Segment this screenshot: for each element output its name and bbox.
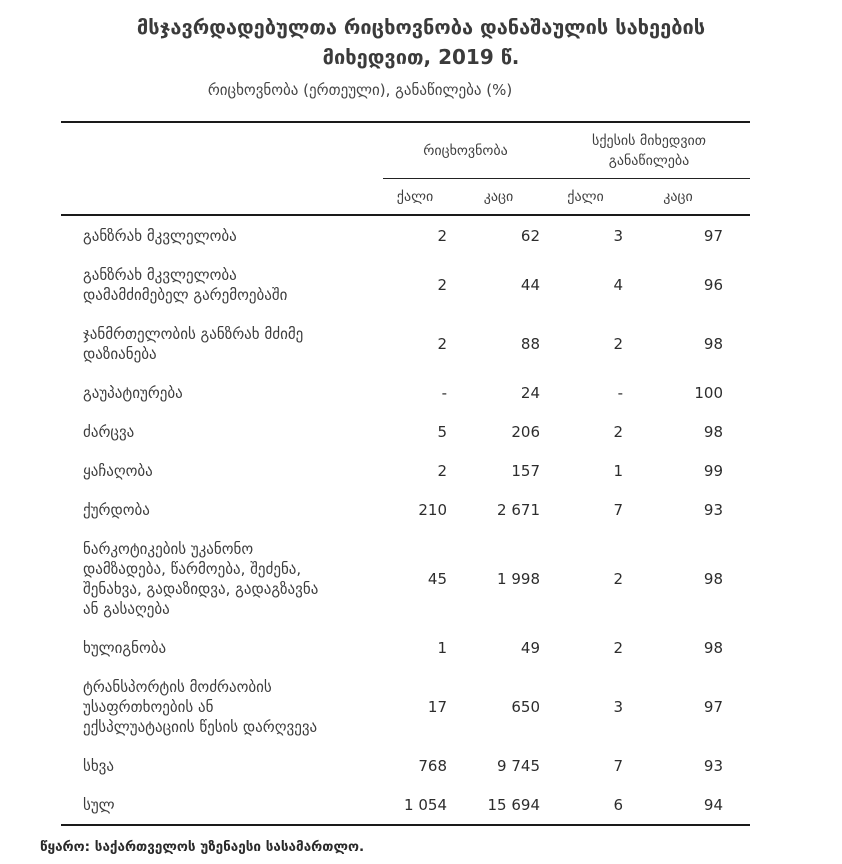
column-group-count	[383, 122, 548, 179]
row-label: განზრახ მკვლელობა	[83, 227, 237, 245]
row-label: ჯანმრთელობის განზრახ მძიმე დაზიანება	[83, 325, 304, 363]
cell-value: 15 694	[457, 785, 548, 825]
header-spacer-cell	[61, 122, 383, 179]
cell-value: 17	[427, 698, 447, 716]
page-subtitle: რიცხოვნობა (ერთეული), განაწილება (%)	[207, 81, 513, 99]
row-label: ქურდობა	[83, 501, 150, 519]
cell-value: 1	[437, 639, 447, 657]
cell-value: 2	[437, 335, 447, 353]
cell-value: -	[441, 384, 447, 402]
source-label: წყარო:	[40, 839, 91, 855]
cell-value: 44	[520, 276, 540, 294]
cell-value: 6	[548, 785, 633, 825]
table-row	[61, 314, 750, 373]
cell-value: -	[617, 384, 623, 402]
column-group-count-label: რიცხოვნობა	[423, 143, 508, 159]
cell-value: 94	[633, 785, 750, 825]
statistics-table	[61, 121, 750, 826]
table-body	[61, 215, 750, 825]
cell-value: 1 054	[383, 785, 457, 825]
cell-value: 2	[613, 423, 623, 441]
cell-value: 1	[613, 462, 623, 480]
column-group-row	[61, 122, 750, 179]
column-header-male-share: კაცი	[633, 179, 750, 216]
cell-value: 24	[520, 384, 540, 402]
cell-value: 7	[613, 757, 623, 775]
column-header-female-count: ქალი	[383, 179, 457, 216]
table-row	[61, 490, 750, 529]
row-label: განზრახ მკვლელობა დამამძიმებელ გარემოებაში	[83, 266, 288, 304]
cell-value: 157	[511, 462, 540, 480]
cell-value: 62	[520, 227, 540, 245]
cell-value: 97	[703, 227, 723, 245]
cell-value: 100	[694, 384, 723, 402]
row-label: სხვა	[83, 757, 114, 775]
page-title-line-1: მსჯავრდადებულთა რიცხოვნობა დანაშაულის სახეების	[136, 15, 706, 39]
row-label: ხულიგნობა	[83, 639, 167, 657]
cell-value: 2	[613, 335, 623, 353]
table-row	[61, 215, 750, 255]
table-header	[61, 122, 750, 215]
cell-value: 93	[703, 501, 723, 519]
cell-value: 2	[437, 276, 447, 294]
cell-value: 2 671	[497, 501, 540, 519]
source-note	[40, 839, 842, 855]
row-label: ნარკოტიკების უკანონო დამზადება, წარმოება, შეძენა, შენახვა, გადაზიდვა, გადაგზავნა ან გასაღება	[83, 540, 319, 618]
cell-value: 3	[613, 698, 623, 716]
cell-value: 98	[703, 423, 723, 441]
cell-value: 98	[703, 570, 723, 588]
cell-value: 45	[427, 570, 447, 588]
cell-value: 99	[703, 462, 723, 480]
table-row	[61, 373, 750, 412]
table-row	[61, 785, 750, 825]
cell-value: 98	[703, 335, 723, 353]
cell-value: 3	[613, 227, 623, 245]
row-label: ძარცვა	[83, 423, 135, 441]
cell-value: 2	[613, 570, 623, 588]
column-header-male-count: კაცი	[457, 179, 548, 216]
cell-value: 2	[613, 639, 623, 657]
cell-value: 7	[613, 501, 623, 519]
cell-value: 768	[418, 757, 447, 775]
table-row	[61, 746, 750, 785]
table-row	[61, 451, 750, 490]
cell-value: 4	[613, 276, 623, 294]
header-spacer-cell	[61, 179, 383, 216]
cell-value: 49	[520, 639, 540, 657]
cell-value: 206	[511, 423, 540, 441]
page-title-line-2: მიხედვით, 2019 წ.	[322, 45, 520, 69]
table-row	[61, 667, 750, 746]
row-label: სულ	[61, 785, 383, 825]
cell-value: 93	[703, 757, 723, 775]
column-group-sex-distribution	[548, 122, 750, 179]
cell-value: 88	[520, 335, 540, 353]
table-row	[61, 529, 750, 628]
cell-value: 9 745	[497, 757, 540, 775]
row-label: ყაჩაღობა	[83, 462, 153, 480]
cell-value: 210	[418, 501, 447, 519]
cell-value: 2	[437, 227, 447, 245]
cell-value: 1 998	[497, 570, 540, 588]
row-label: ტრანსპორტის მოძრაობის უსაფრთხოების ან ექსპლუატაციის წესის დარღვევა	[83, 678, 318, 736]
cell-value: 2	[437, 462, 447, 480]
table-row	[61, 628, 750, 667]
cell-value: 5	[437, 423, 447, 441]
column-header-female-share: ქალი	[548, 179, 633, 216]
column-header-row	[61, 179, 750, 216]
table-row	[61, 255, 750, 314]
cell-value: 650	[511, 698, 540, 716]
table-row	[61, 412, 750, 451]
page-title	[40, 12, 802, 72]
cell-value: 96	[703, 276, 723, 294]
cell-value: 97	[703, 698, 723, 716]
source-text: საქართველოს უზენაესი სასამართლო.	[94, 839, 365, 855]
row-label: გაუპატიურება	[83, 384, 183, 402]
cell-value: 98	[703, 639, 723, 657]
column-group-sex-distribution-label: სქესის მიხედვით განაწილება	[592, 133, 706, 169]
